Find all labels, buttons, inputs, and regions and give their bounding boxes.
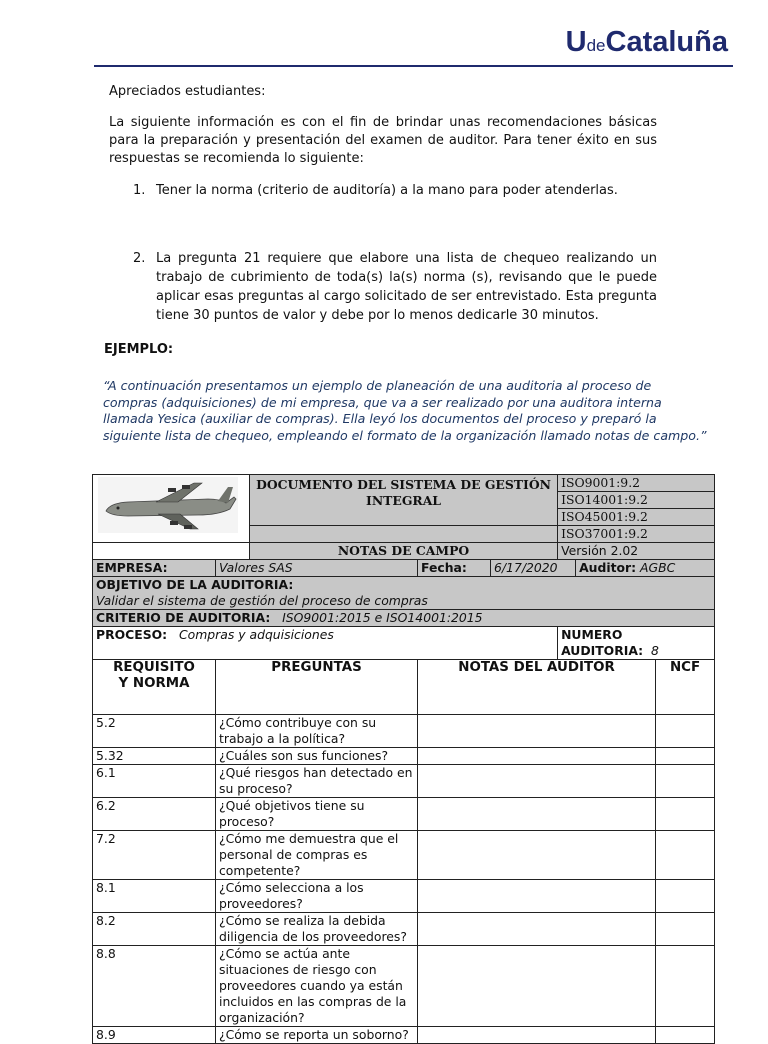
table-row xyxy=(93,798,715,831)
requisito-cell: 6.2 xyxy=(93,798,216,831)
column-header-requisito xyxy=(93,660,216,715)
table-row xyxy=(93,765,715,798)
table-row xyxy=(93,748,715,765)
proceso-value: Compras y adquisiciones xyxy=(178,627,334,642)
example-heading: EJEMPLO: xyxy=(104,342,174,357)
logo-u: U xyxy=(565,26,587,58)
greeting: Apreciados estudiantes: xyxy=(109,84,266,99)
proceso-label: PROCESO: xyxy=(96,627,168,642)
ncf-cell[interactable] xyxy=(656,715,715,748)
numero-value: 8 xyxy=(651,643,659,658)
numero-cell xyxy=(558,627,715,660)
iso-ref: ISO45001:9.2 xyxy=(558,509,715,526)
auditor-notes-cell[interactable] xyxy=(418,913,656,946)
ncf-cell[interactable] xyxy=(656,880,715,913)
logo-de: de xyxy=(586,36,606,55)
question-cell: ¿Qué objetivos tiene su proceso? xyxy=(216,798,418,831)
empresa-value: Valores SAS xyxy=(216,560,418,577)
ncf-cell[interactable] xyxy=(656,765,715,798)
example-quote: “A continuación presentamos un ejemplo de planeación de una auditoria al proceso de compras (adquisiciones) de mi empresa, que va a ser realizado por una auditora interna llamada Yesica (auxiliar de compras). Ella leyó los documentos del proceso y preparó la siguiente lista de chequeo, empleando el formato de la organización llamado notas de campo.” xyxy=(103,378,707,443)
requisito-cell: 5.32 xyxy=(93,748,216,765)
auditor-notes-cell[interactable] xyxy=(418,765,656,798)
criterio-cell xyxy=(93,610,715,627)
document-title: DOCUMENTO DEL SISTEMA DE GESTIÓN INTEGRAL xyxy=(250,475,558,526)
list-item-text: La pregunta 21 requiere que elabore una lista de chequeo realizando un trabajo de cubrimiento de toda(s) la(s) norma (s), revisando que le puede aplicar esas preguntas al cargo solicitado de ser entrevistado. Esta pregunta tiene 30 puntos de valor y debe por lo menos dedicarle 30 minutos. xyxy=(156,251,657,323)
requisito-cell: 7.2 xyxy=(93,831,216,880)
list-item xyxy=(133,249,657,325)
column-header-ncf: NCF xyxy=(656,660,715,715)
auditor-notes-cell[interactable] xyxy=(418,880,656,913)
question-cell: ¿Cómo se realiza la debida diligencia de los proveedores? xyxy=(216,913,418,946)
iso-ref: ISO37001:9.2 xyxy=(558,526,715,543)
table-row xyxy=(93,831,715,880)
table-row xyxy=(93,946,715,1027)
objetivo-label: OBJETIVO DE LA AUDITORIA: xyxy=(96,577,294,592)
column-header-label: REQUISITO Y NORMA xyxy=(113,660,195,691)
ncf-cell[interactable] xyxy=(656,831,715,880)
logo-name: Cataluña xyxy=(605,26,728,58)
objetivo-value: Validar el sistema de gestión del proceso de compras xyxy=(96,593,428,608)
requisito-cell: 8.8 xyxy=(93,946,216,1027)
question-cell: ¿Qué riesgos han detectado en su proceso? xyxy=(216,765,418,798)
table-row xyxy=(93,913,715,946)
ncf-cell[interactable] xyxy=(656,748,715,765)
auditor-notes-cell[interactable] xyxy=(418,715,656,748)
table-row xyxy=(93,715,715,748)
table-row xyxy=(93,1027,715,1044)
requisito-cell: 5.2 xyxy=(93,715,216,748)
auditor-notes-cell[interactable] xyxy=(418,798,656,831)
question-cell: ¿Cómo contribuye con su trabajo a la política? xyxy=(216,715,418,748)
criterio-value: ISO9001:2015 e ISO14001:2015 xyxy=(282,610,483,625)
ncf-cell[interactable] xyxy=(656,913,715,946)
list-item xyxy=(133,181,657,200)
fecha-value: 6/17/2020 xyxy=(491,560,576,577)
column-header-notas: NOTAS DEL AUDITOR xyxy=(418,660,656,715)
requisito-cell: 8.9 xyxy=(93,1027,216,1044)
auditor-notes-cell[interactable] xyxy=(418,1027,656,1044)
intro-paragraph: La siguiente información es con el fin de brindar unas recomendaciones básicas para la preparación y presentación del examen de auditor. Para tener éxito en sus respuestas se recomienda lo siguiente: xyxy=(109,115,657,166)
university-logo xyxy=(566,28,728,57)
question-cell: ¿Cómo selecciona a los proveedores? xyxy=(216,880,418,913)
auditor-notes-cell[interactable] xyxy=(418,748,656,765)
form-name-blank xyxy=(250,526,558,543)
airplane-icon xyxy=(98,477,238,533)
numero-label: NUMERO AUDITORIA: xyxy=(561,627,644,658)
iso-ref: ISO9001:9.2 xyxy=(558,475,715,492)
list-item-number: 2. xyxy=(133,251,146,266)
form-name: NOTAS DE CAMPO xyxy=(250,543,558,560)
list-item-number: 1. xyxy=(133,183,146,198)
plane-image-cell xyxy=(93,475,250,543)
fecha-label: Fecha: xyxy=(418,560,491,577)
question-cell: ¿Cuáles son sus funciones? xyxy=(216,748,418,765)
field-notes-form xyxy=(92,474,715,1044)
table-row xyxy=(93,880,715,913)
proceso-cell xyxy=(93,627,558,660)
requisito-cell: 8.1 xyxy=(93,880,216,913)
ncf-cell[interactable] xyxy=(656,1027,715,1044)
requisito-cell: 8.2 xyxy=(93,913,216,946)
empresa-label-cell xyxy=(93,560,216,577)
ncf-cell[interactable] xyxy=(656,946,715,1027)
criterio-label: CRITERIO DE AUDITORIA: xyxy=(96,610,271,625)
ncf-cell[interactable] xyxy=(656,798,715,831)
objetivo-cell xyxy=(93,577,715,610)
question-cell: ¿Cómo se reporta un soborno? xyxy=(216,1027,418,1044)
auditor-notes-cell[interactable] xyxy=(418,946,656,1027)
auditor-value: AGBC xyxy=(640,560,676,575)
question-cell: ¿Cómo se actúa ante situaciones de riesgo con proveedores cuando ya están incluidos en las compras de la organización? xyxy=(216,946,418,1027)
list-item-text: Tener la norma (criterio de auditoría) a la mano para poder atenderlas. xyxy=(156,183,618,198)
auditor-label: Auditor: xyxy=(579,560,637,575)
column-header-preguntas: PREGUNTAS xyxy=(216,660,418,715)
empresa-label: EMPRESA: xyxy=(96,560,168,575)
auditor-cell xyxy=(576,560,715,577)
requisito-cell: 6.1 xyxy=(93,765,216,798)
version: Versión 2.02 xyxy=(558,543,715,560)
plane-cell-bottom xyxy=(93,543,250,560)
header-rule xyxy=(94,65,733,67)
auditor-notes-cell[interactable] xyxy=(418,831,656,880)
question-cell: ¿Cómo me demuestra que el personal de compras es competente? xyxy=(216,831,418,880)
iso-ref: ISO14001:9.2 xyxy=(558,492,715,509)
